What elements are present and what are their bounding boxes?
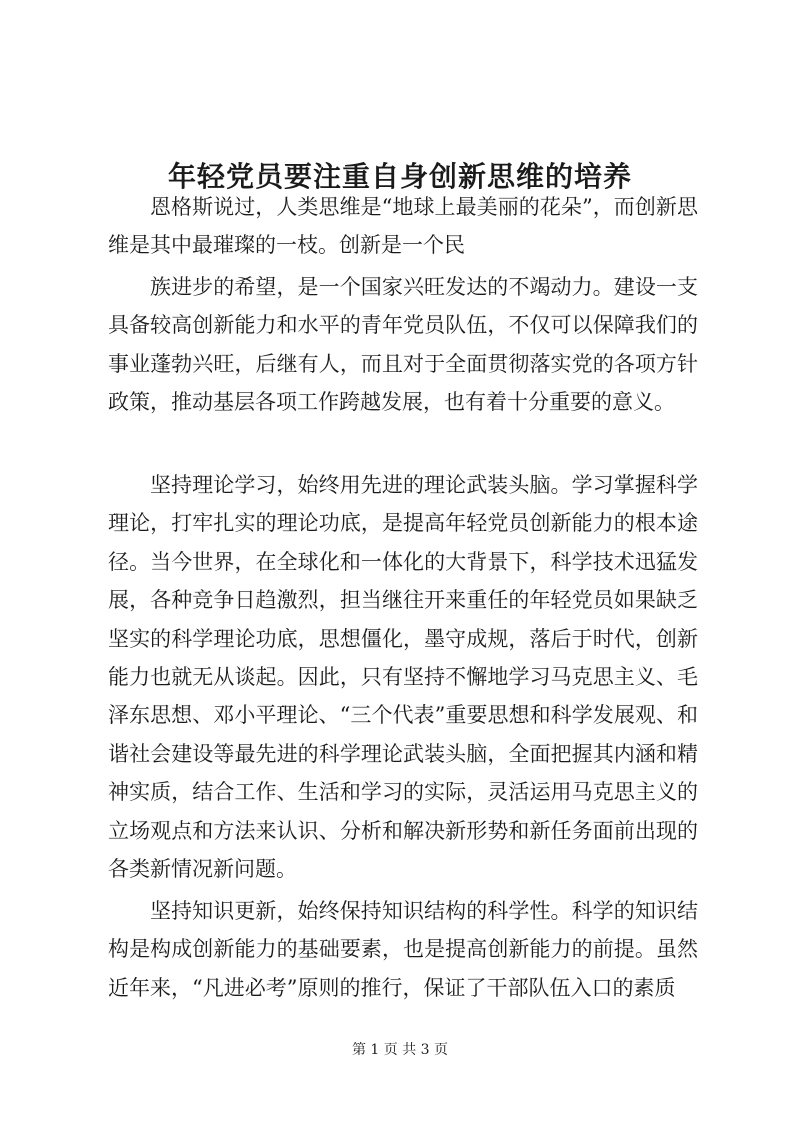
paragraph: 恩格斯说过，人类思维是“地球上最美丽的花朵”，而创新思维是其中最璀璨的一枝。创新是一个民 <box>108 195 698 258</box>
paragraph: 坚持理论学习，始终用先进的理论武装头脑。学习掌握科学理论，打牢扎实的理论功底，是提高年轻党员创新能力的根本途径。当今世界，在全球化和一体化的大背景下，科学技术迅猛发展，各种竞争日趋激烈，担当继往开来重任的年轻党员如果缺乏坚实的科学理论功底，思想僵化，墨守成规，落后于时代，创新能力也就无从谈起。因此，只有坚持不懈地学习马克思主义、毛泽东思想、邓小平理论、“三个代表”重要思想和科学发展观、和谐社会建设等最先进的科学理论武装头脑，全面把握其内涵和精神实质，结合工作、生活和学习的实际，灵活运用马克思主义的立场观点和方法来认识、分析和解决新形势和新任务面前出现的各类新情况新问题。 <box>108 473 698 882</box>
page-footer: 第 1 页 共 3 页 <box>351 1042 449 1058</box>
paragraph: 族进步的希望，是一个国家兴旺发达的不竭动力。建设一支具备较高创新能力和水平的青年党员队伍，不仅可以保障我们的事业蓬勃兴旺，后继有人，而且对于全面贯彻落实党的各项方针政策，推动基层各项工作跨越发展，也有着十分重要的意义。 <box>108 275 698 415</box>
paragraph-block-2 <box>108 268 698 422</box>
paragraph-block-4 <box>108 892 698 1007</box>
paragraph: 坚持知识更新，始终保持知识结构的科学性。科学的知识结构是构成创新能力的基础要素，也是提高创新能力的前提。虽然近年来，“凡进必考”原则的推行，保证了干部队伍入口的素质 <box>108 899 698 1000</box>
paragraph-block-1 <box>108 188 698 265</box>
paragraph-block-3 <box>108 466 698 888</box>
document-title: 年轻党员要注重自身创新思维的培养 <box>167 159 632 193</box>
